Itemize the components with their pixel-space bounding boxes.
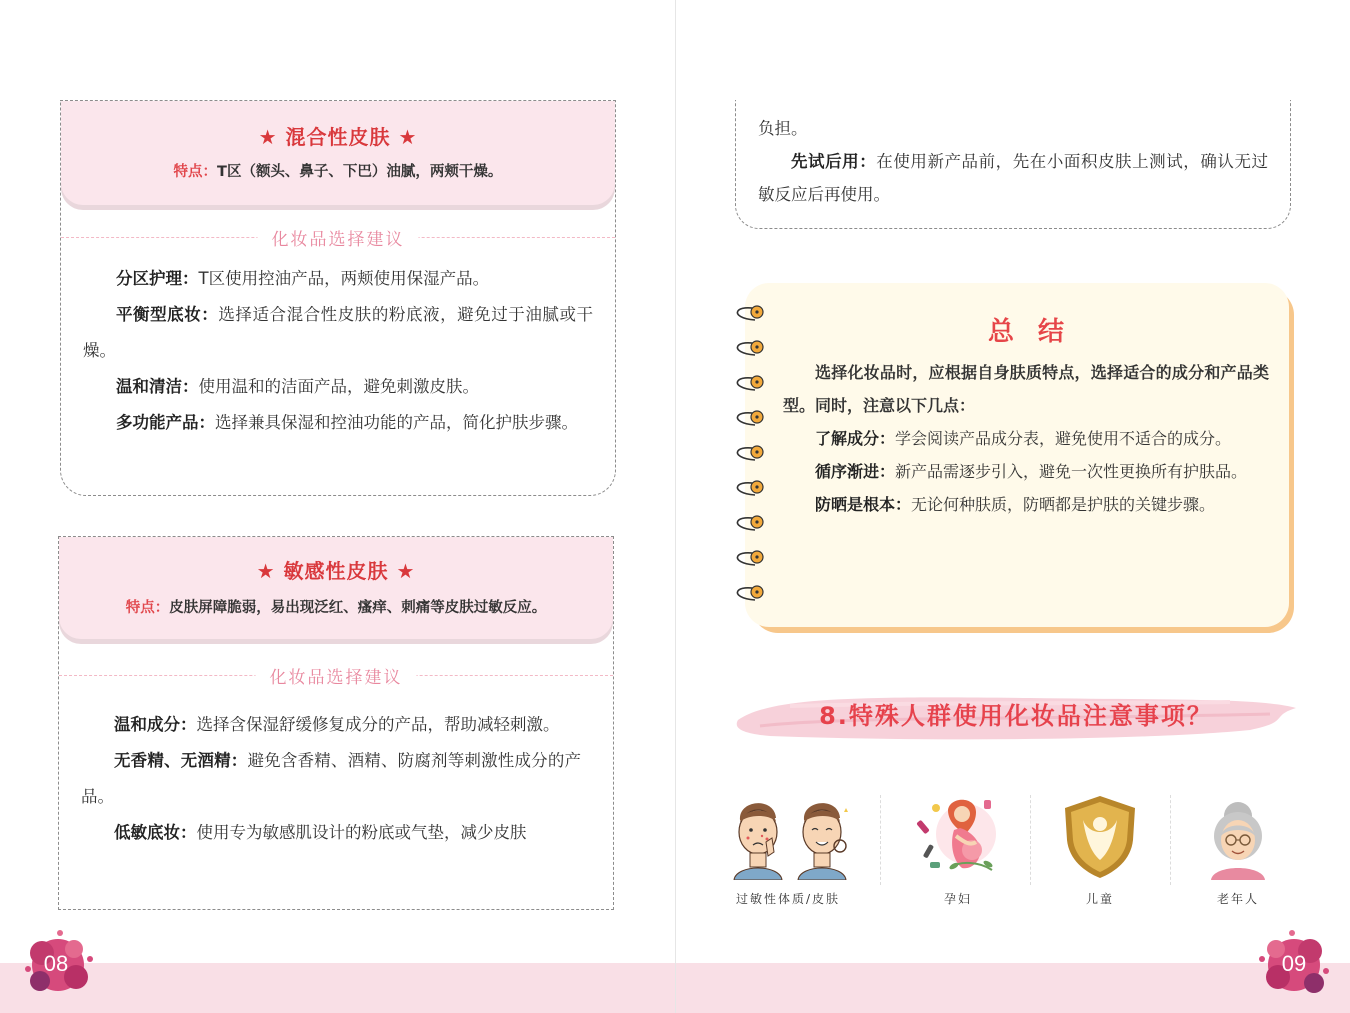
summary-item-label: 了解成分：: [815, 429, 896, 448]
footer-band: [0, 963, 675, 1013]
group-allergy: [724, 790, 852, 907]
advice-item-label: 低敏底妆：: [114, 823, 197, 842]
advice-item-label: 先试后用：: [791, 152, 877, 171]
divider: [1170, 795, 1171, 885]
card-header: [59, 537, 613, 639]
continuation-box: [735, 100, 1291, 229]
summary-item-text: 新产品需逐步引入，避免一次性更换所有护肤品。: [895, 462, 1248, 481]
summary-title: 总结: [987, 317, 1088, 347]
section-title: 8.特殊人群使用化妆品注意事项？: [819, 702, 1213, 730]
advice-item-label: 平衡型底妆：: [116, 305, 219, 324]
summary-item: [783, 422, 1269, 455]
feature-label: 特点：: [173, 164, 218, 180]
summary-item-label: 循序渐进：: [815, 462, 896, 481]
divider: [880, 795, 881, 885]
feature-text: T区（额头、鼻子、下巴）油腻，两颊干燥。: [217, 164, 503, 180]
summary-intro: 选择化妆品时，应根据自身肤质特点，选择适合的成分和产品类型。同时，注意以下几点：: [783, 363, 1269, 415]
advice-heading: [59, 661, 613, 691]
card-feature: [61, 160, 615, 181]
group-label: 儿童: [1085, 892, 1114, 906]
advice-item-label: 温和成分：: [114, 715, 197, 734]
summary-item-label: 防晒是根本：: [815, 495, 912, 514]
advice-item-label: 温和清洁：: [116, 377, 199, 396]
advice-item: [83, 297, 593, 369]
group-label: 过敏性体质/皮肤: [735, 892, 841, 906]
footer-band: [676, 963, 1350, 1013]
summary-box: [745, 283, 1289, 627]
advice-heading: [61, 223, 615, 253]
summary-item: [783, 455, 1269, 488]
advice-item-text: T区使用控油产品，两颊使用保湿产品。: [198, 269, 490, 288]
child-shield-icon: [1055, 790, 1145, 880]
advice-item-text: 使用专为敏感肌设计的粉底或气垫，减少皮肤: [196, 823, 527, 842]
advice-item-text: 使用温和的洁面产品，避免刺激皮肤。: [198, 377, 479, 396]
notebook-rings-icon: [725, 300, 775, 610]
card-feature: [59, 596, 613, 617]
group-pregnant: [908, 790, 1008, 907]
sensitive-skin-card: [58, 536, 614, 910]
summary-item-text: 学会阅读产品成分表，避免使用不适合的成分。: [895, 429, 1232, 448]
summary-item-text: 无论何种肤质，防晒都是护肤的关键步骤。: [911, 495, 1216, 514]
advice-item-text: 选择适合混合性皮肤的粉底液，避免过于油腻或干燥。: [83, 305, 594, 360]
summary-item: [783, 488, 1269, 521]
advice-list: [61, 253, 615, 441]
advice-item-label: 无香精、无酒精：: [114, 751, 248, 770]
advice-item: [758, 145, 1268, 211]
pregnant-woman-icon: [910, 790, 1006, 880]
advice-item: [81, 707, 581, 743]
advice-item-label: 分区护理：: [116, 269, 199, 288]
group-label: 老年人: [1216, 892, 1259, 906]
elderly-woman-icon: [1193, 790, 1283, 880]
feature-label: 特点：: [125, 600, 170, 616]
advice-item-text: 选择含保湿舒缓修复成分的产品，帮助减轻刺激。: [196, 715, 560, 734]
advice-item-text: 避免含香精、酒精、防腐剂等刺激性成分的产品。: [81, 751, 582, 806]
group-label: 孕妇: [943, 892, 972, 906]
card-title: ★ 混合性皮肤 ★: [258, 125, 418, 149]
advice-item: [83, 369, 593, 405]
card-header: [61, 101, 615, 205]
advice-item: [81, 743, 581, 815]
advice-item: [83, 261, 593, 297]
page-number: 08: [43, 951, 69, 976]
continuation-text: 负担。: [758, 119, 808, 138]
group-elderly: [1190, 790, 1286, 907]
card-title: ★ 敏感性皮肤 ★: [256, 559, 416, 583]
advice-item: [83, 405, 593, 441]
advice-item: [81, 815, 581, 851]
divider: [1030, 795, 1031, 885]
page-number: 09: [1281, 951, 1307, 976]
feature-text: 皮肤屏障脆弱，易出现泛红、瘙痒、刺痛等皮肤过敏反应。: [169, 600, 547, 616]
advice-heading-text: 化妆品选择建议: [258, 225, 419, 250]
group-children: [1052, 790, 1148, 907]
allergy-faces-icon: [726, 790, 850, 880]
advice-list: [59, 691, 613, 851]
advice-item-text: 选择兼具保湿和控油功能的产品，简化护肤步骤。: [215, 413, 578, 432]
advice-item-text: 在使用新产品前，先在小面积皮肤上测试，确认无过敏反应后再使用。: [758, 152, 1269, 204]
advice-item-label: 多功能产品：: [116, 413, 215, 432]
combination-skin-card: [60, 100, 616, 496]
advice-heading-text: 化妆品选择建议: [256, 663, 417, 688]
